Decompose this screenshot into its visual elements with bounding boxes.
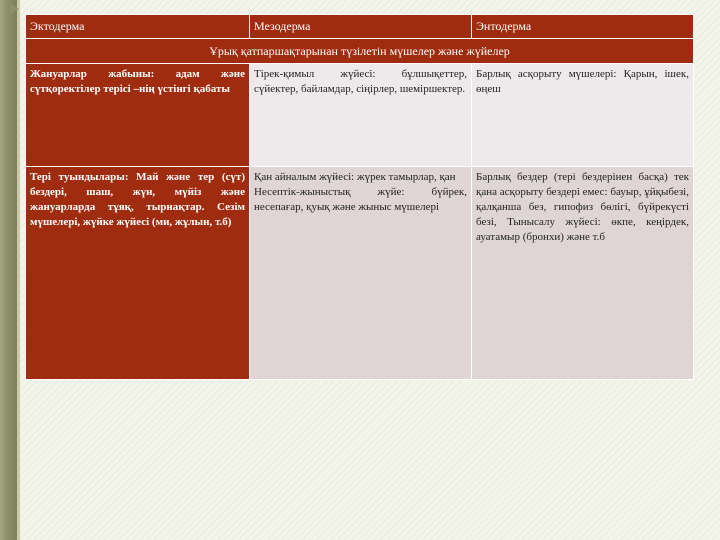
header-mesoderm: Мезодерма [250, 15, 472, 39]
row1-mesoderm-cell [250, 64, 472, 167]
table-subheader: Ұрық қатпаршақтарынан түзілетін мүшелер және жүйелер [26, 39, 694, 64]
table-row [26, 167, 694, 380]
row1-endoderm-cell: Барлық асқорыту мүшелері: Қарын, ішек, өңеш [472, 64, 694, 167]
germ-layers-table [25, 14, 694, 380]
row1-mesoderm-text: Тірек-қимыл жүйесі: бұлшықеттер, сүйектер, байламдар, сіңірлер, шеміршектер. [254, 68, 467, 95]
header-endoderm: Энтодерма [472, 15, 694, 39]
row1-ectoderm-cell: Жануарлар жабыны: адам және сүтқоректілер терісі –нің үстінгі қабаты [26, 64, 250, 167]
row2-mesoderm-text-1: Қан айналым жүйесі: жүрек тамырлар, қан [254, 171, 456, 183]
table-subheader-row [26, 39, 694, 64]
table-row [26, 64, 694, 167]
row2-endoderm-cell: Барлық бездер (тері бездерінен басқа) тек қана асқорыту бездері емес: бауыр, ұйқыбезі, қалқанша без, гипофиз бөлігі, бүйрекүсті безі, Тынысалу жүйесі: өкпе, кеңірдек, ауатамыр (бронхи) және т.б [472, 167, 694, 380]
row2-mesoderm-cell [250, 167, 472, 380]
table-header-row [26, 15, 694, 39]
header-ectoderm: Эктодерма [26, 15, 250, 39]
row2-ectoderm-cell: Тері туындылары: Май және тер (сүт) бездері, шаш, жүн, мүйіз және жануарларда тұяқ, тырнақтар. Сезім мүшелері, жүйке жүйесі (ми, жұлын, т.б) [26, 167, 250, 380]
left-decorative-strip [0, 0, 17, 540]
left-decorative-line [17, 0, 20, 540]
row2-mesoderm-text-2: Несептік-жыныстық жүйе: бүйрек, несепағар, қуық және жыныс мүшелері [254, 186, 467, 213]
arrow-marker-icon [10, 4, 19, 14]
